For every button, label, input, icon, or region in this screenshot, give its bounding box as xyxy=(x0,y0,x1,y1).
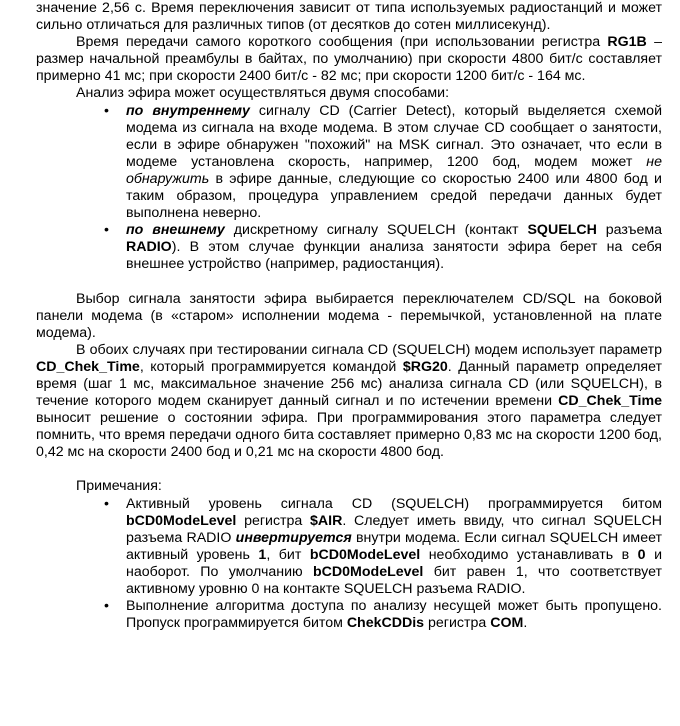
parameter-name: CD_Chek_Time xyxy=(558,393,662,410)
item-text: . Следует иметь ввиду, что сигнал SQUELCH разъема RADIO xyxy=(126,512,662,546)
paragraph-text: , который программируется командой xyxy=(139,358,403,375)
bold-text: bCD0ModeLevel xyxy=(309,546,421,563)
command-name: $RG20 xyxy=(402,358,448,375)
item-text: необходимо устанавливать в xyxy=(420,546,638,563)
item-text: ). В этом случае функции анализа занятости эфира берет на себя внешнее устройство (например, радиостанция). xyxy=(126,239,662,273)
paragraph-text: значение 2,56 с. Время переключения зависит от типа используемых радиостанций и может сильно отличаться для различных типов (от десятков до сотен миллисекунд). xyxy=(36,0,662,34)
paragraph-text: – размер начальной преамбулы в байтах, по умолчанию) при скорости 4800 бит/с составляет примерно 41 мс; при скорости 2400 бит/с - 82 мс; при скорости 1200 бит/с - 164 мс. xyxy=(36,34,662,85)
item-text: бит равен 1, что соответствует активному уровню 0 на контакте SQUELCH разъема RADIO. xyxy=(126,563,662,597)
emphasis-text: по внутреннему xyxy=(126,102,250,119)
item-text: Выполнение алгоритма доступа по анализу несущей может быть пропущено. Пропуск программируется битом xyxy=(126,598,662,632)
paragraph-switch-time xyxy=(36,0,662,34)
parameter-name: CD_Chek_Time xyxy=(36,358,140,375)
bold-text: COM xyxy=(490,615,524,632)
item-text: разъема xyxy=(596,222,663,239)
item-text: сигналу CD (Carrier Detect), который выделяется схемой модема из сигнала на входе модема. В этом случае CD сообщает о занятости, если в эфире обнаружен "похожий" на MSK сигнал. Это означает, что если в модеме установлена скорость, например, 1200 бод, модем может xyxy=(126,102,662,170)
item-text: . xyxy=(523,615,528,632)
bold-text: $AIR xyxy=(310,512,343,529)
item-text: Активный уровень сигнала CD (SQUELCH) программируется битом xyxy=(126,495,662,512)
bold-text: bCD0ModeLevel xyxy=(126,512,237,529)
list-item xyxy=(36,496,662,599)
paragraph-text: В обоих случаях при тестировании сигнала CD (SQUELCH) модем использует параметр xyxy=(76,341,662,358)
bold-text: ChekCDDis xyxy=(346,615,425,632)
paragraph-text: . Данный параметр определяет время (шаг 1 мс, максимальное значение 256 мс) анализа сигнала CD (или SQUELCH), в течение которого модем сканирует данный сигнал и по истечении времени xyxy=(36,358,663,410)
paragraph-transmit-time xyxy=(36,34,662,85)
list-item xyxy=(36,222,662,273)
notes-list xyxy=(36,496,662,633)
item-text: внутри модема. Если сигнал SQUELCH имеет активный уровень xyxy=(126,529,662,563)
emphasis-text: по внешнему xyxy=(126,222,225,239)
paragraph-signal-selection xyxy=(36,291,662,342)
list-item xyxy=(36,598,662,632)
paragraph-text: Анализ эфира может осуществляться двумя способами: xyxy=(76,85,450,102)
notes-title: Примечания: xyxy=(76,478,162,495)
document-page xyxy=(36,0,662,632)
register-name: RG1B xyxy=(607,34,647,51)
spacer xyxy=(36,461,662,478)
paragraph-analysis-intro xyxy=(36,85,662,102)
bullet-icon: • xyxy=(104,102,109,119)
item-text: регистра xyxy=(236,512,311,529)
item-text: , бит xyxy=(266,546,310,563)
item-text: и наоборот. По умолчанию xyxy=(126,546,662,580)
methods-list xyxy=(36,103,662,274)
spacer xyxy=(36,274,662,291)
bold-text: SQUELCH xyxy=(527,222,597,239)
item-text: дискретному сигналу SQUELCH (контакт xyxy=(224,222,528,239)
bold-text: 0 xyxy=(637,546,646,563)
bullet-icon: • xyxy=(104,598,109,615)
bold-text: 1 xyxy=(258,546,267,563)
item-text: в эфире данные, следующие со скоростью 2400 или 4800 бод и таким образом, процедура управлением средой передачи данных будет выполнена неверно. xyxy=(126,170,662,222)
list-item xyxy=(36,103,662,223)
paragraph-text: выносит решение о состоянии эфира. При программирования этого параметра следует помнить, что время передачи одного бита составляет примерно 0,83 мс на скорости 1200 бод, 0,42 мс на скорости 2400 бод и 0,21 мс на скорости 4800 бод. xyxy=(36,410,663,461)
bold-text: bCD0ModeLevel xyxy=(313,563,424,580)
emphasis-text: инвертируется xyxy=(235,529,352,546)
bullet-icon: • xyxy=(104,495,109,512)
italic-text: не обнаружить xyxy=(126,153,662,187)
item-text: регистра xyxy=(424,615,491,632)
bullet-icon: • xyxy=(104,222,109,239)
paragraph-cd-check-time xyxy=(36,342,662,462)
paragraph-text: Выбор сигнала занятости эфира выбирается переключателем CD/SQL на боковой панели модема (в «старом» исполнении модема - перемычкой, установленной на плате модема). xyxy=(36,290,662,341)
bold-text: RADIO xyxy=(126,239,172,256)
paragraph-text: Время передачи самого короткого сообщения (при использовании регистра xyxy=(76,34,608,51)
